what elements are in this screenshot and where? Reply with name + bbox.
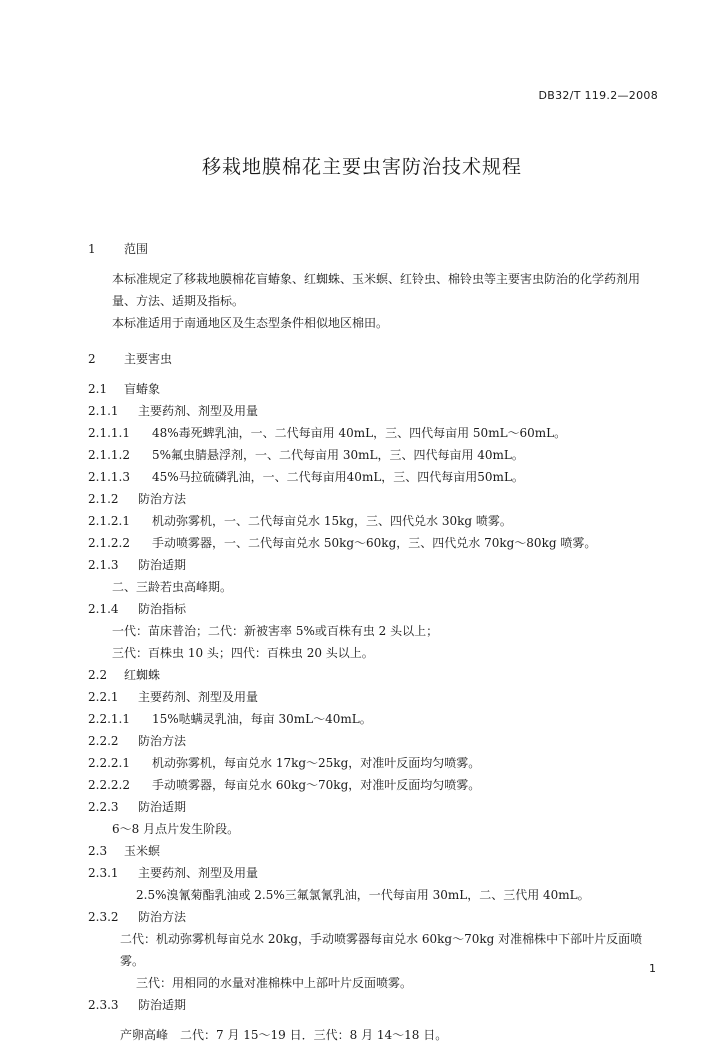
section-title: 防治方法: [138, 910, 187, 924]
section-number: 2.3.3: [88, 998, 119, 1012]
section-title: 主要药剂、剂型及用量: [138, 866, 259, 880]
standard-code: DB32/T 119.2—2008: [538, 89, 658, 102]
clause-text: 机动弥雾机，一、二代每亩兑水 15kg，三、四代兑水 30kg 喷雾。: [152, 514, 512, 528]
paragraph: 本标准规定了移栽地膜棉花盲蝽象、红蜘蛛、玉米螟、红铃虫、棉铃虫等主要害虫防治的化学药剂用量、方法、适期及指标。: [112, 272, 641, 308]
document-body: [88, 238, 663, 1046]
section-title: 防治指标: [138, 602, 187, 616]
paragraph: 一代：苗床普治；二代：新被害率 5%或百株有虫 2 头以上；: [112, 624, 439, 638]
paragraph: 二、三龄若虫高峰期。: [112, 580, 233, 594]
paragraph: 三代：百株虫 10 头；四代：百株虫 20 头以上。: [112, 646, 374, 660]
section-number: 2.2: [88, 668, 108, 682]
clause-item: [88, 422, 663, 444]
clause-text: 15%哒螨灵乳油，每亩 30mL～40mL。: [152, 712, 372, 726]
clause-item: [88, 708, 663, 730]
clause-number: 2.2.2.1: [88, 756, 130, 770]
clause-number: 2.1.2.2: [88, 536, 130, 550]
subsection-heading: [88, 686, 663, 708]
paragraph: 本标准适用于南通地区及生态型条件相似地区棉田。: [112, 316, 389, 330]
section-title: 防治适期: [138, 998, 187, 1012]
section-title: 防治适期: [138, 558, 187, 572]
clause-text: 机动弥雾机，每亩兑水 17kg～25kg，对准叶反面均匀喷雾。: [152, 756, 481, 770]
section-title: 防治方法: [138, 492, 187, 506]
section-number: 2.1.1: [88, 404, 119, 418]
clause-item: [88, 532, 663, 554]
subsection-heading: [88, 862, 663, 884]
clause-item: [88, 444, 663, 466]
clause-text: 45%马拉硫磷乳油，一、二代每亩用40mL，三、四代每亩用50mL。: [152, 470, 524, 484]
section-title: 盲蝽象: [124, 382, 161, 396]
clause-item: [88, 510, 663, 532]
paragraph: 6～8 月点片发生阶段。: [112, 822, 240, 836]
subsection-heading: [88, 730, 663, 752]
section-heading: [88, 238, 663, 260]
subsection-heading: [88, 796, 663, 818]
section-number: 2.2.2: [88, 734, 119, 748]
clause-number: 2.2.1.1: [88, 712, 130, 726]
section-number: 2.1.2: [88, 492, 119, 506]
subsection-heading: [88, 554, 663, 576]
subsection-heading: [88, 840, 663, 862]
subsection-heading: [88, 488, 663, 510]
section-number: 2.3.1: [88, 866, 119, 880]
clause-item: [88, 752, 663, 774]
clause-text: 手动喷雾器，每亩兑水 60kg～70kg，对准叶反面均匀喷雾。: [152, 778, 481, 792]
section-number: 2: [88, 352, 96, 366]
clause-number: 2.1.1.2: [88, 448, 130, 462]
subsection-heading: [88, 664, 663, 686]
clause-text: 48%毒死蜱乳油，一、二代每亩用 40mL，三、四代每亩用 50mL～60mL。: [152, 426, 567, 440]
section-number: 2.1: [88, 382, 108, 396]
section-heading: [88, 348, 663, 370]
clause-item: [88, 774, 663, 796]
paragraph: 二代：机动弥雾机每亩兑水 20kg，手动喷雾器每亩兑水 60kg～70kg 对准棉株中下部叶片反面喷雾。: [120, 932, 643, 968]
section-number: 2.1.3: [88, 558, 119, 572]
clause-item: [88, 466, 663, 488]
section-title: 范围: [124, 242, 149, 256]
section-title: 主要药剂、剂型及用量: [138, 404, 259, 418]
subsection-heading: [88, 994, 663, 1016]
section-number: 1: [88, 242, 96, 256]
section-title: 防治方法: [138, 734, 187, 748]
clause-text: 5%氟虫腈悬浮剂，一、二代每亩用 30mL，三、四代每亩用 40mL。: [152, 448, 524, 462]
section-number: 2.1.4: [88, 602, 119, 616]
paragraph: 产卵高峰 二代：7 月 15～19 日．三代：8 月 14～18 日。: [120, 1028, 448, 1042]
paragraph: 三代：用相同的水量对准棉株中上部叶片反面喷雾。: [136, 976, 413, 990]
section-number: 2.3: [88, 844, 108, 858]
section-title: 主要药剂、剂型及用量: [138, 690, 259, 704]
section-title: 玉米螟: [124, 844, 161, 858]
clause-number: 2.1.1.1: [88, 426, 130, 440]
clause-number: 2.2.2.2: [88, 778, 130, 792]
subsection-heading: [88, 906, 663, 928]
clause-number: 2.1.1.3: [88, 470, 130, 484]
subsection-heading: [88, 598, 663, 620]
section-title: 红蜘蛛: [124, 668, 161, 682]
section-title: 主要害虫: [124, 352, 173, 366]
document-title: 移栽地膜棉花主要虫害防治技术规程: [201, 156, 522, 178]
clause-text: 手动喷雾器，一、二代每亩兑水 50kg～60kg，三、四代兑水 70kg～80kg 喷雾。: [152, 536, 597, 550]
page-number: 1: [649, 962, 656, 975]
clause-number: 2.1.2.1: [88, 514, 130, 528]
section-number: 2.2.1: [88, 690, 119, 704]
section-number: 2.2.3: [88, 800, 119, 814]
paragraph: 2.5%溴氰菊酯乳油或 2.5%三氟氯氰乳油，一代每亩用 30mL，二、三代用 40mL。: [136, 888, 590, 902]
subsection-heading: [88, 378, 663, 400]
section-number: 2.3.2: [88, 910, 119, 924]
subsection-heading: [88, 400, 663, 422]
section-title: 防治适期: [138, 800, 187, 814]
